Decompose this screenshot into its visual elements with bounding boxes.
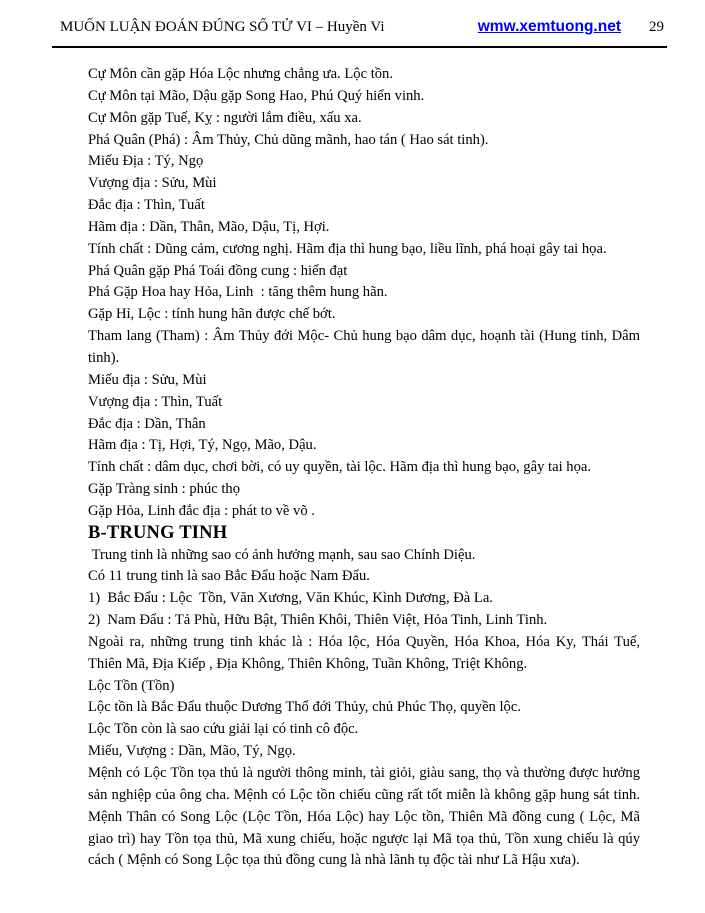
site-link[interactable]: wmw.xemtuong.net xyxy=(477,18,621,35)
text-line: Miếu Địa : Tý, Ngọ xyxy=(88,153,204,170)
text-line: Vượng địa : Thìn, Tuất xyxy=(88,393,223,410)
text-line: Gặp Hỏa, Linh đắc địa : phát to về võ . xyxy=(88,502,315,519)
text-line: Lộc Tồn (Tồn) xyxy=(88,677,175,694)
text-line: Vượng địa : Sửu, Mùi xyxy=(88,175,217,192)
text-line: sản nghiệp của ông cha. Mệnh có Lộc tồn chiếu cũng rất tốt miễn là không gặp hung sát tinh. xyxy=(88,786,640,803)
section-heading: B-TRUNG TINH xyxy=(88,522,228,543)
text-line: Cự Môn tại Mão, Dậu gặp Song Hao, Phú Quý hiển vinh. xyxy=(88,87,425,104)
text-line: Hãm địa : Dần, Thân, Mão, Dậu, Tị, Hợi. xyxy=(88,218,330,235)
page-number: 29 xyxy=(649,19,664,35)
text-line: Lộc Tồn còn là sao cứu giải lại có tinh cô độc. xyxy=(88,721,359,738)
text-line: giao trì) hay Tồn tọa thủ, Mã xung chiếu, hoặc ngược lại Mã tọa thủ, Tồn xung chiếu là qúy xyxy=(88,830,640,847)
text-line: Cự Môn gặp Tuế, Kỵ : người lắm điều, xấu xa. xyxy=(88,109,362,126)
text-line: Trung tinh là những sao có ảnh hưởng mạnh, sau sao Chính Diệu. xyxy=(88,546,476,563)
text-line: Mệnh Thân có Song Lộc (Lộc Tồn, Hóa Lộc) hay Lộc tồn, Thiên Mã đồng cung ( Lộc, Mã xyxy=(88,808,640,825)
text-line: Tham lang (Tham) : Âm Thủy đới Mộc- Chủ hung bạo dâm dục, hoạnh tài (Hung tinh, Dâm xyxy=(88,328,640,345)
text-line: Hãm địa : Tị, Hợi, Tý, Ngọ, Mão, Dậu. xyxy=(88,437,317,454)
document-title: MUỐN LUẬN ĐOÁN ĐÚNG SỐ TỬ VI – Huyền Vi xyxy=(60,19,385,35)
text-line: Miếu, Vượng : Dần, Mão, Tý, Ngọ. xyxy=(88,743,296,760)
text-line: Tính chất : Dũng cảm, cương nghị. Hãm địa thì hung bạo, liều lĩnh, phá hoại gây tai họa. xyxy=(88,240,607,257)
text-line: Gặp Tràng sinh : phúc thọ xyxy=(88,481,241,498)
header-rule xyxy=(52,46,667,48)
text-line: Phá Quân (Phá) : Âm Thủy, Chủ dũng mãnh, hao tán ( Hao sát tinh). xyxy=(88,131,489,148)
text-line: Tính chất : dâm dục, chơi bời, có uy quyền, tài lộc. Hãm địa thì hung bạo, gây tai họa. xyxy=(88,459,591,476)
text-line: tinh). xyxy=(88,349,120,366)
text-line: Phá Gặp Hoa hay Hỏa, Linh : tăng thêm hung hãn. xyxy=(88,284,388,301)
text-line: Cự Môn cần gặp Hóa Lộc nhưng chẳng ưa. Lộc tồn. xyxy=(88,66,393,82)
text-line: Có 11 trung tinh là sao Bắc Đẩu hoặc Nam Đẩu. xyxy=(88,568,370,585)
text-line: Phá Quân gặp Phá Toái đồng cung : hiển đạt xyxy=(88,262,348,279)
text-line: 1) Bắc Đẩu : Lộc Tồn, Văn Xương, Văn Khúc, Kình Dương, Đà La. xyxy=(88,590,493,607)
document-body xyxy=(88,64,640,872)
page-header xyxy=(60,18,664,36)
text-line: cách ( Mệnh có Song Lộc tọa thủ đồng cung là nhà lãnh tụ độc tài như Lã Hậu xưa). xyxy=(88,852,580,869)
text-line: Miếu địa : Sửu, Mùi xyxy=(88,371,207,388)
text-line: Gặp Hỉ, Lộc : tính hung hãn được chế bớt. xyxy=(88,306,336,323)
text-line: Mệnh có Lộc Tồn tọa thủ là người thông minh, tài giỏi, giàu sang, thọ và thường được hưởng xyxy=(88,765,640,781)
text-line: Đắc địa : Dần, Thân xyxy=(88,415,206,432)
text-line: Ngoài ra, những trung tinh khác là : Hóa lộc, Hóa Quyền, Hóa Khoa, Hóa Ky, Thái Tuế, xyxy=(88,633,640,650)
text-line: Lộc tồn là Bắc Đẩu thuộc Dương Thổ đới Thủy, chủ Phúc Thọ, quyền lộc. xyxy=(88,699,521,716)
text-line: Đắc địa : Thìn, Tuất xyxy=(88,197,205,214)
text-line: 2) Nam Đẩu : Tả Phù, Hữu Bật, Thiên Khôi, Thiên Việt, Hỏa Tinh, Linh Tinh. xyxy=(88,612,548,629)
text-line: Thiên Mã, Địa Kiếp , Địa Không, Thiên Không, Tuần Không, Triệt Không. xyxy=(88,655,528,672)
